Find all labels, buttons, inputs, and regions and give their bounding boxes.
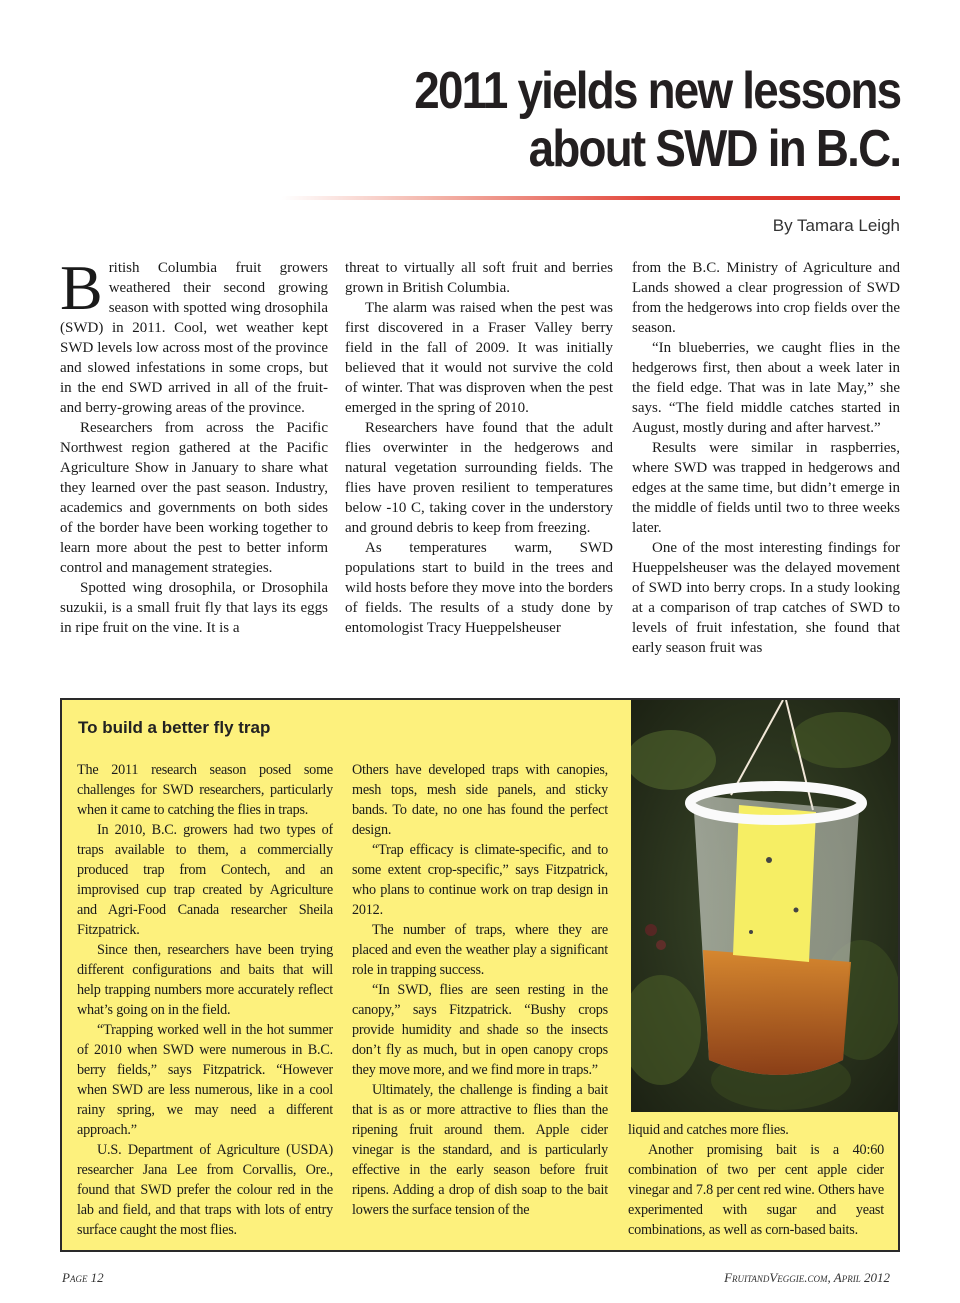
paragraph: Another promising bait is a 40:60 combination of two per cent apple cider vinegar and 7.8 per cent red wine. Others have experimented with sugar and yeast combinations, as well as corn-based baits. <box>628 1142 884 1238</box>
headline-line-1: 2011 yields new lessons <box>413 62 900 120</box>
sidebar-column-1 <box>77 760 333 1240</box>
sidebar-column-2 <box>352 760 608 1240</box>
sidebar-box <box>60 698 900 1252</box>
article-column-2 <box>345 258 613 678</box>
sidebar-column-3 <box>628 1120 884 1240</box>
paragraph: threat to virtually all soft fruit and berries grown in British Columbia. <box>345 260 613 296</box>
paragraph: Since then, researchers have been trying different configurations and baits that will help trapping numbers more accurately reflect what’s going on in the field. <box>77 942 333 1018</box>
paragraph: liquid and catches more flies. <box>628 1122 789 1138</box>
paragraph: U.S. Department of Agriculture (USDA) researcher Jana Lee from Corvallis, Ore., found that SWD prefer the colour red in the lab and field, and that traps with lots of entry surface caught the most flies. <box>77 1142 333 1238</box>
paragraph: Spotted wing drosophila, or Drosophila suzukii, is a small fruit fly that lays its eggs in ripe fruit on the vine. It is a <box>60 580 328 636</box>
paragraph: “In SWD, flies are seen resting in the canopy,” says Fitzpatrick. “Bushy crops provide humidity and shade so the insects don’t fly as much, but in open canopy crops they move more, and we find more in traps.” <box>352 982 608 1078</box>
drop-cap: B <box>60 258 103 323</box>
fly-trap-illustration <box>631 700 898 1112</box>
paragraph: “In blueberries, we caught flies in the hedgerows first, then about a week later in the field edge. That was in late May,” she says. “The field middle catches started in August, mostly during and after harvest.” <box>632 340 900 436</box>
paragraph: “Trapping worked well in the hot summer of 2010 when SWD were numerous in B.C. berry fields,” says Fitzpatrick. “However when SWD are less numerous, like in a cool rainy spring, we may need a different approach.” <box>77 1022 333 1138</box>
page-number: Page 12 <box>62 1270 104 1285</box>
paragraph: Researchers have found that the adult flies overwinter in the hedgerows and natural vegetation surrounding fields. The flies have proven resilient to temperatures below -10 C, taking cover in the understory and ground debris to keep from freezing. <box>345 420 613 536</box>
fly-trap-photo <box>631 700 898 1112</box>
paragraph: As temperatures warm, SWD populations start to build in the trees and wild hosts before they move into the borders of fields. The results of a study done by entomologist Tracy Hueppelsheuser <box>345 540 613 636</box>
publication-footer: FruitandVeggie.com, April 2012 <box>724 1270 890 1285</box>
paragraph: In 2010, B.C. growers had two types of traps available to them, a commercially produced trap from Contech, and an improvised cup trap created by Agriculture and Agri-Food Canada researcher Sheila Fitzpatrick. <box>77 822 333 938</box>
paragraph: The 2011 research season posed some challenges for SWD researchers, particularly when it came to catching the flies in traps. <box>77 762 333 818</box>
article-column-1 <box>60 258 328 678</box>
byline: By Tamara Leigh <box>772 216 900 235</box>
headline <box>348 62 900 178</box>
paragraph: Results were similar in raspberries, where SWD was trapped in hedgerows and edges at the same time, but didn’t emerge in the middle of fields until two to three weeks later. <box>632 440 900 536</box>
paragraph: Ultimately, the challenge is finding a bait that is as or more attractive to flies than the ripening fruit around them. Apple cider vinegar is the standard, and is particularly effective in the early season before fruit ripens. Adding a drop of dish soap to the bait lowers the surface tension of the <box>352 1082 608 1218</box>
paragraph: “Trap efficacy is climate-specific, and to some extent crop-specific,” says Fitzpatrick, who plans to continue work on trap design in 2012. <box>352 842 608 918</box>
paragraph: The alarm was raised when the pest was first discovered in a Fraser Valley berry field in the fall of 2009. It was initially believed that it would not survive the cold of winter. That was disproven when the pest emerged in the spring of 2010. <box>345 300 613 416</box>
headline-line-2: about SWD in B.C. <box>528 120 900 178</box>
paragraph <box>60 258 328 418</box>
article-column-3 <box>632 258 900 678</box>
headline-rule <box>282 196 900 200</box>
paragraph: The number of traps, where they are placed and even the weather play a significant role in trapping success. <box>352 922 608 978</box>
sidebar-title: To build a better fly trap <box>78 718 271 737</box>
paragraph: from the B.C. Ministry of Agriculture and Lands showed a clear progression of SWD from the hedgerows into crop fields over the season. <box>632 260 900 336</box>
paragraph: Others have developed traps with canopies, mesh tops, mesh side panels, and sticky bands. To date, no one has found the perfect design. <box>352 762 608 838</box>
paragraph: One of the most interesting findings for Hueppelsheuser was the delayed movement of SWD into berry crops. In a study looking at a comparison of trap catches of SWD to levels of fruit infestation, she found that early season fruit was <box>632 540 900 656</box>
paragraph: Researchers from across the Pacific Northwest region gathered at the Pacific Agriculture Show in January to share what they learned over the past season. Industry, academics and governments on both sides of the border have been working together to learn more about the pest to better inform control and management strategies. <box>60 420 328 576</box>
paragraph-text: ritish Columbia fruit growers weathered their second growing season with spotted wing drosophila (SWD) in 2011. Cool, wet weather kept SWD levels low across most of the province and slowed infestations in some crops, but in the end SWD arrived in all of the fruit- and berry-growing areas of the province. <box>60 260 328 416</box>
